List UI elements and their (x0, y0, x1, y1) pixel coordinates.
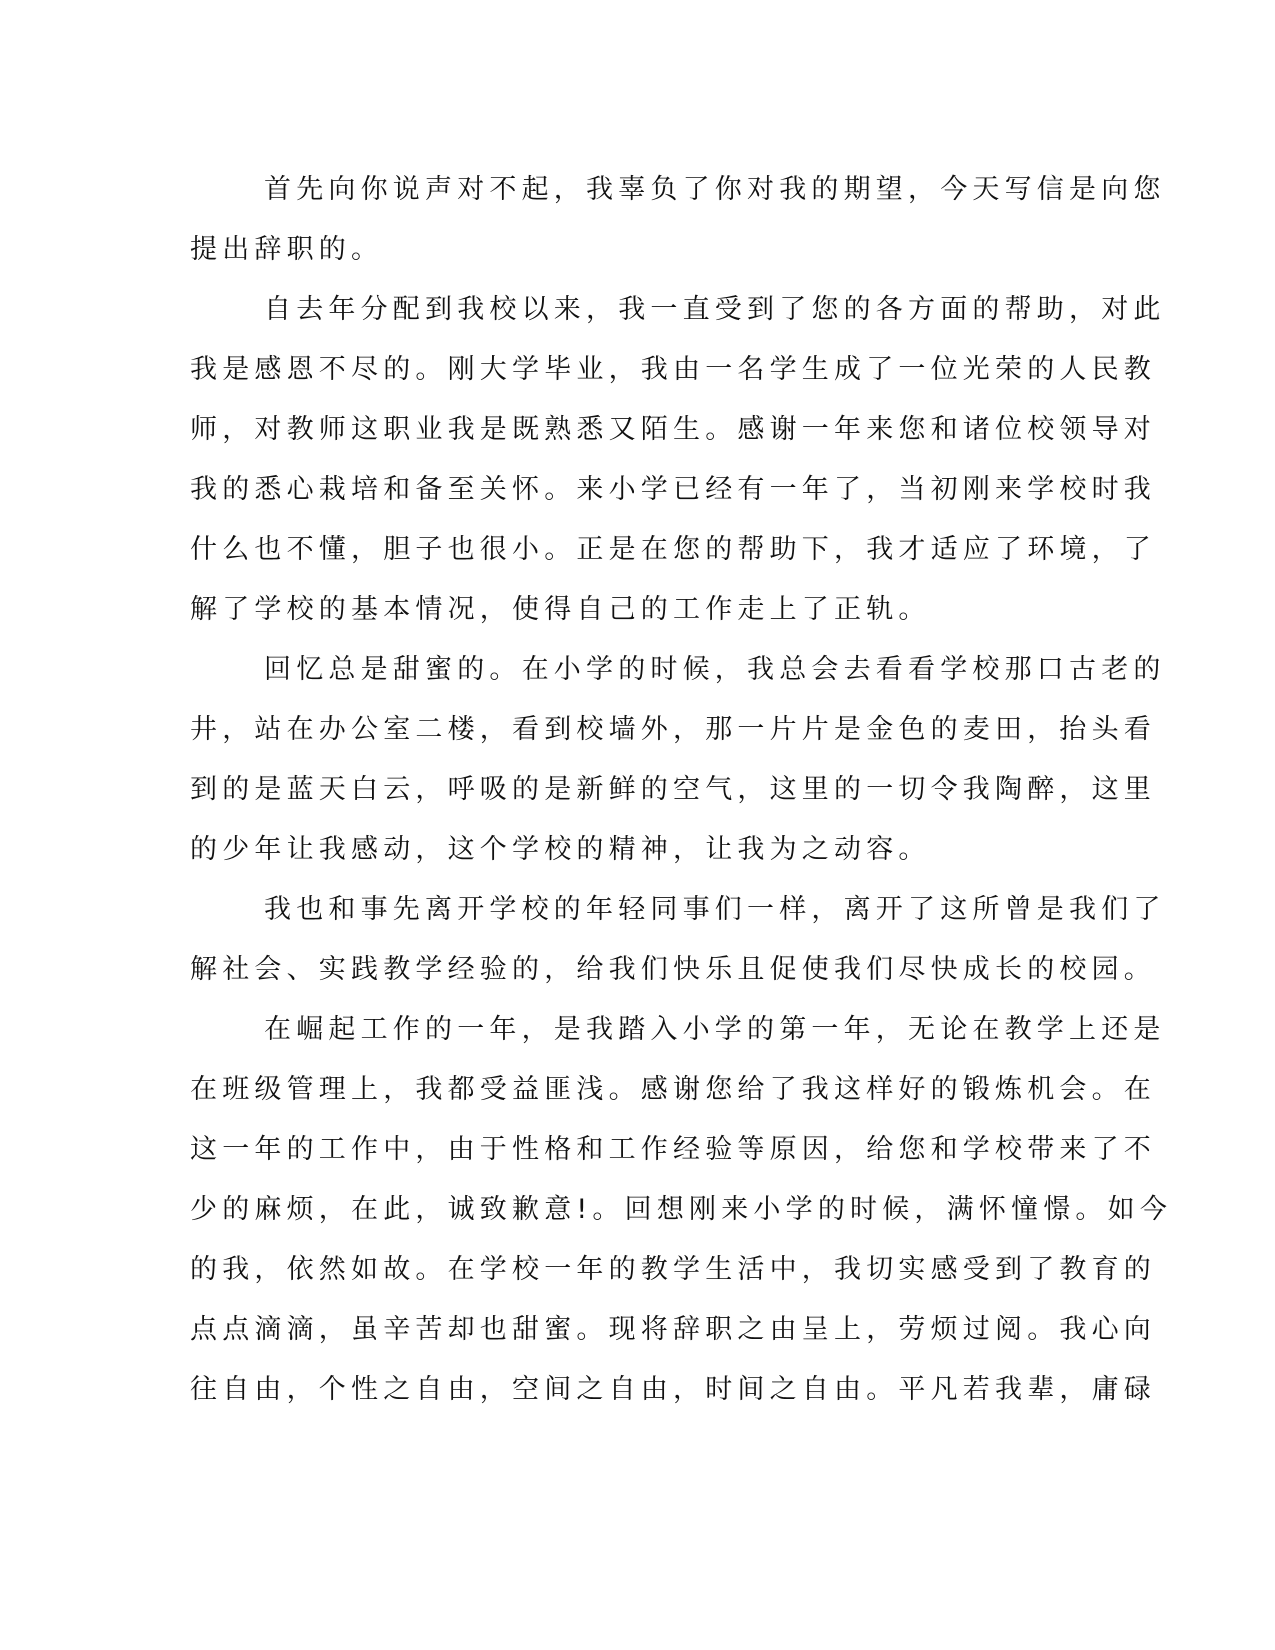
text-line: 提出辞职的。 (190, 234, 384, 265)
text-line: 解社会、实践教学经验的，给我们快乐且促使我们尽快成长的校园。 (190, 954, 1156, 985)
text-line: 在崛起工作的一年，是我踏入小学的第一年，无论在教学上还是 (264, 1014, 1166, 1045)
text-line: 到的是蓝天白云，呼吸的是新鲜的空气，这里的一切令我陶醉，这里 (190, 774, 1156, 805)
text-line: 往自由，个性之自由，空间之自由，时间之自由。平凡若我辈，庸碌 (190, 1374, 1156, 1405)
text-line: 井，站在办公室二楼，看到校墙外，那一片片是金色的麦田，抬头看 (190, 714, 1156, 745)
text-line: 师，对教师这职业我是既熟悉又陌生。感谢一年来您和诸位校领导对 (190, 414, 1156, 445)
text-line: 的我，依然如故。在学校一年的教学生活中，我切实感受到了教育的 (190, 1254, 1156, 1285)
text-line: 我的悉心栽培和备至关怀。来小学已经有一年了，当初刚来学校时我 (190, 474, 1156, 505)
text-line: 在班级管理上，我都受益匪浅。感谢您给了我这样好的锻炼机会。在 (190, 1074, 1156, 1105)
text-line: 回忆总是甜蜜的。在小学的时候，我总会去看看学校那口古老的 (264, 654, 1166, 685)
text-line: 我也和事先离开学校的年轻同事们一样，离开了这所曾是我们了 (264, 894, 1166, 925)
text-line: 的少年让我感动，这个学校的精神，让我为之动容。 (190, 834, 931, 865)
text-line: 什么也不懂，胆子也很小。正是在您的帮助下，我才适应了环境，了 (190, 534, 1156, 565)
letter-body (190, 160, 1173, 1420)
text-line: 少的麻烦，在此，诚致歉意!。回想刚来小学的时候，满怀憧憬。如今 (190, 1194, 1173, 1225)
text-line: 我是感恩不尽的。刚大学毕业，我由一名学生成了一位光荣的人民教 (190, 354, 1156, 385)
text-line: 解了学校的基本情况，使得自己的工作走上了正轨。 (190, 594, 931, 625)
text-line: 自去年分配到我校以来，我一直受到了您的各方面的帮助，对此 (264, 294, 1166, 325)
text-line: 首先向你说声对不起，我辜负了你对我的期望，今天写信是向您 (264, 174, 1166, 205)
text-line: 这一年的工作中，由于性格和工作经验等原因，给您和学校带来了不 (190, 1134, 1156, 1165)
text-line: 点点滴滴，虽辛苦却也甜蜜。现将辞职之由呈上，劳烦过阅。我心向 (190, 1314, 1156, 1345)
